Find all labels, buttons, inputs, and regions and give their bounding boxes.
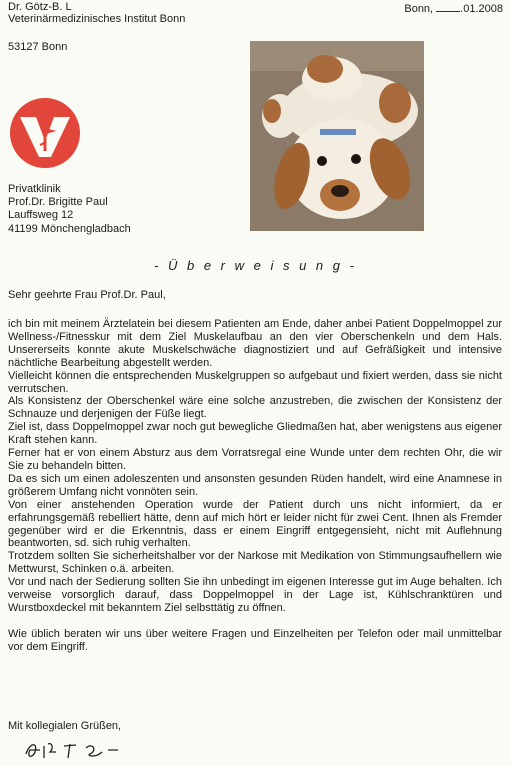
sender-postal: 53127 Bonn xyxy=(8,41,68,53)
recipient-name: Prof.Dr. Brigitte Paul xyxy=(8,196,108,209)
sender-block xyxy=(8,1,185,53)
date-line xyxy=(404,1,503,15)
recipient-clinic: Privatklinik xyxy=(8,183,61,195)
paragraph: Trotzdem sollten Sie sicherheitshalber vor der Narkose mit Medikation von Stimmungsaufhellern wie Mettwurst, Schinken o.ä. arbeiten. xyxy=(8,550,502,576)
paragraph: Ziel ist, dass Doppelmoppel zwar noch gut bewegliche Gliedmaßen hat, aber wenigstens aus eigener Kraft stehen kann. xyxy=(8,421,502,447)
date-day-handwritten xyxy=(436,1,460,12)
document-title: - Ü b e r w e i s u n g - xyxy=(154,258,357,273)
salutation: Sehr geehrte Frau Prof.Dr. Paul, xyxy=(8,289,166,301)
plush-dog-photo xyxy=(250,41,424,231)
sender-name: Dr. Götz-B. L xyxy=(8,1,72,13)
date-month-year: .01.2008 xyxy=(460,3,503,15)
handwritten-signature xyxy=(22,738,162,766)
paragraph: Da es sich um einen adoleszenten und ansonsten gesunden Rüden handelt, wird eine Anamnese in größerem Umfang nicht vonnöten sein. xyxy=(8,472,502,498)
date-city: Bonn, xyxy=(404,3,434,15)
paragraph: Wie üblich beraten wir uns über weitere Fragen und Einzelheiten per Telefon oder mail unmittelbar vor dem Eingriff. xyxy=(8,627,502,653)
paragraph: Vielleicht können die entsprechenden Muskelgruppen so aufgebaut und fixiert werden, dass sie nicht verrutschen. xyxy=(8,369,502,395)
paragraph: Als Konsistenz der Oberschenkel wäre eine solche anzustreben, die zwischen der Konsistenz der Schnauze und derjenigen der Füße liegt. xyxy=(8,395,502,421)
paragraph: Vor und nach der Sedierung sollten Sie ihn unbedingt im eigenen Interesse gut im Auge behalten. Ich verweise vorsorglich darauf, dass Doppelmoppel in der Lage ist, Kühlschranktüren und Wurstboxdeckel mit bekanntem Ziel selbsttätig zu öffnen. xyxy=(8,576,502,614)
paragraph: ich bin mit meinem Ärztelatein bei diesem Patienten am Ende, daher anbei Patient Doppelmoppel zur Wellness-/Fitnesskur mit dem Ziel Muskelaufbau an den vier Oberschenkeln und dem Hals. Unsererseits konnte akute Muskelschwäche diagnostiziert und auf Gefräßigkeit und intensive nächtliche Bearbeitung abgestellt werden. xyxy=(8,318,502,369)
paragraph: Von einer anstehenden Operation wurde der Patient durch uns nicht informiert, da er erfahrungsgemäß rebelliert hätte, denn auf mich hört er leider nicht für zwei Cent. Ihnen als Fremder gegenüber wird er die Erkenntnis, dass er einem Eingriff entgegensieht, nicht mit Auflehnung beantworten, sd. sich ruhig verhalten. xyxy=(8,498,502,550)
recipient-street: Lauffsweg 12 xyxy=(8,209,74,222)
paragraph: Ferner hat er von einem Absturz aus dem Vorratsregal eine Wunde unter dem rechten Ohr, die wir Sie zu behandeln bitten. xyxy=(8,447,502,472)
institute-name: Veterinärmedizinisches Institut Bonn xyxy=(8,13,186,25)
recipient-address xyxy=(8,183,131,236)
closing: Mit kollegialen Grüßen, xyxy=(8,720,122,732)
letter-body xyxy=(8,318,502,654)
recipient-city: 41199 Mönchengladbach xyxy=(8,222,131,235)
veterinary-logo-icon xyxy=(9,97,81,169)
